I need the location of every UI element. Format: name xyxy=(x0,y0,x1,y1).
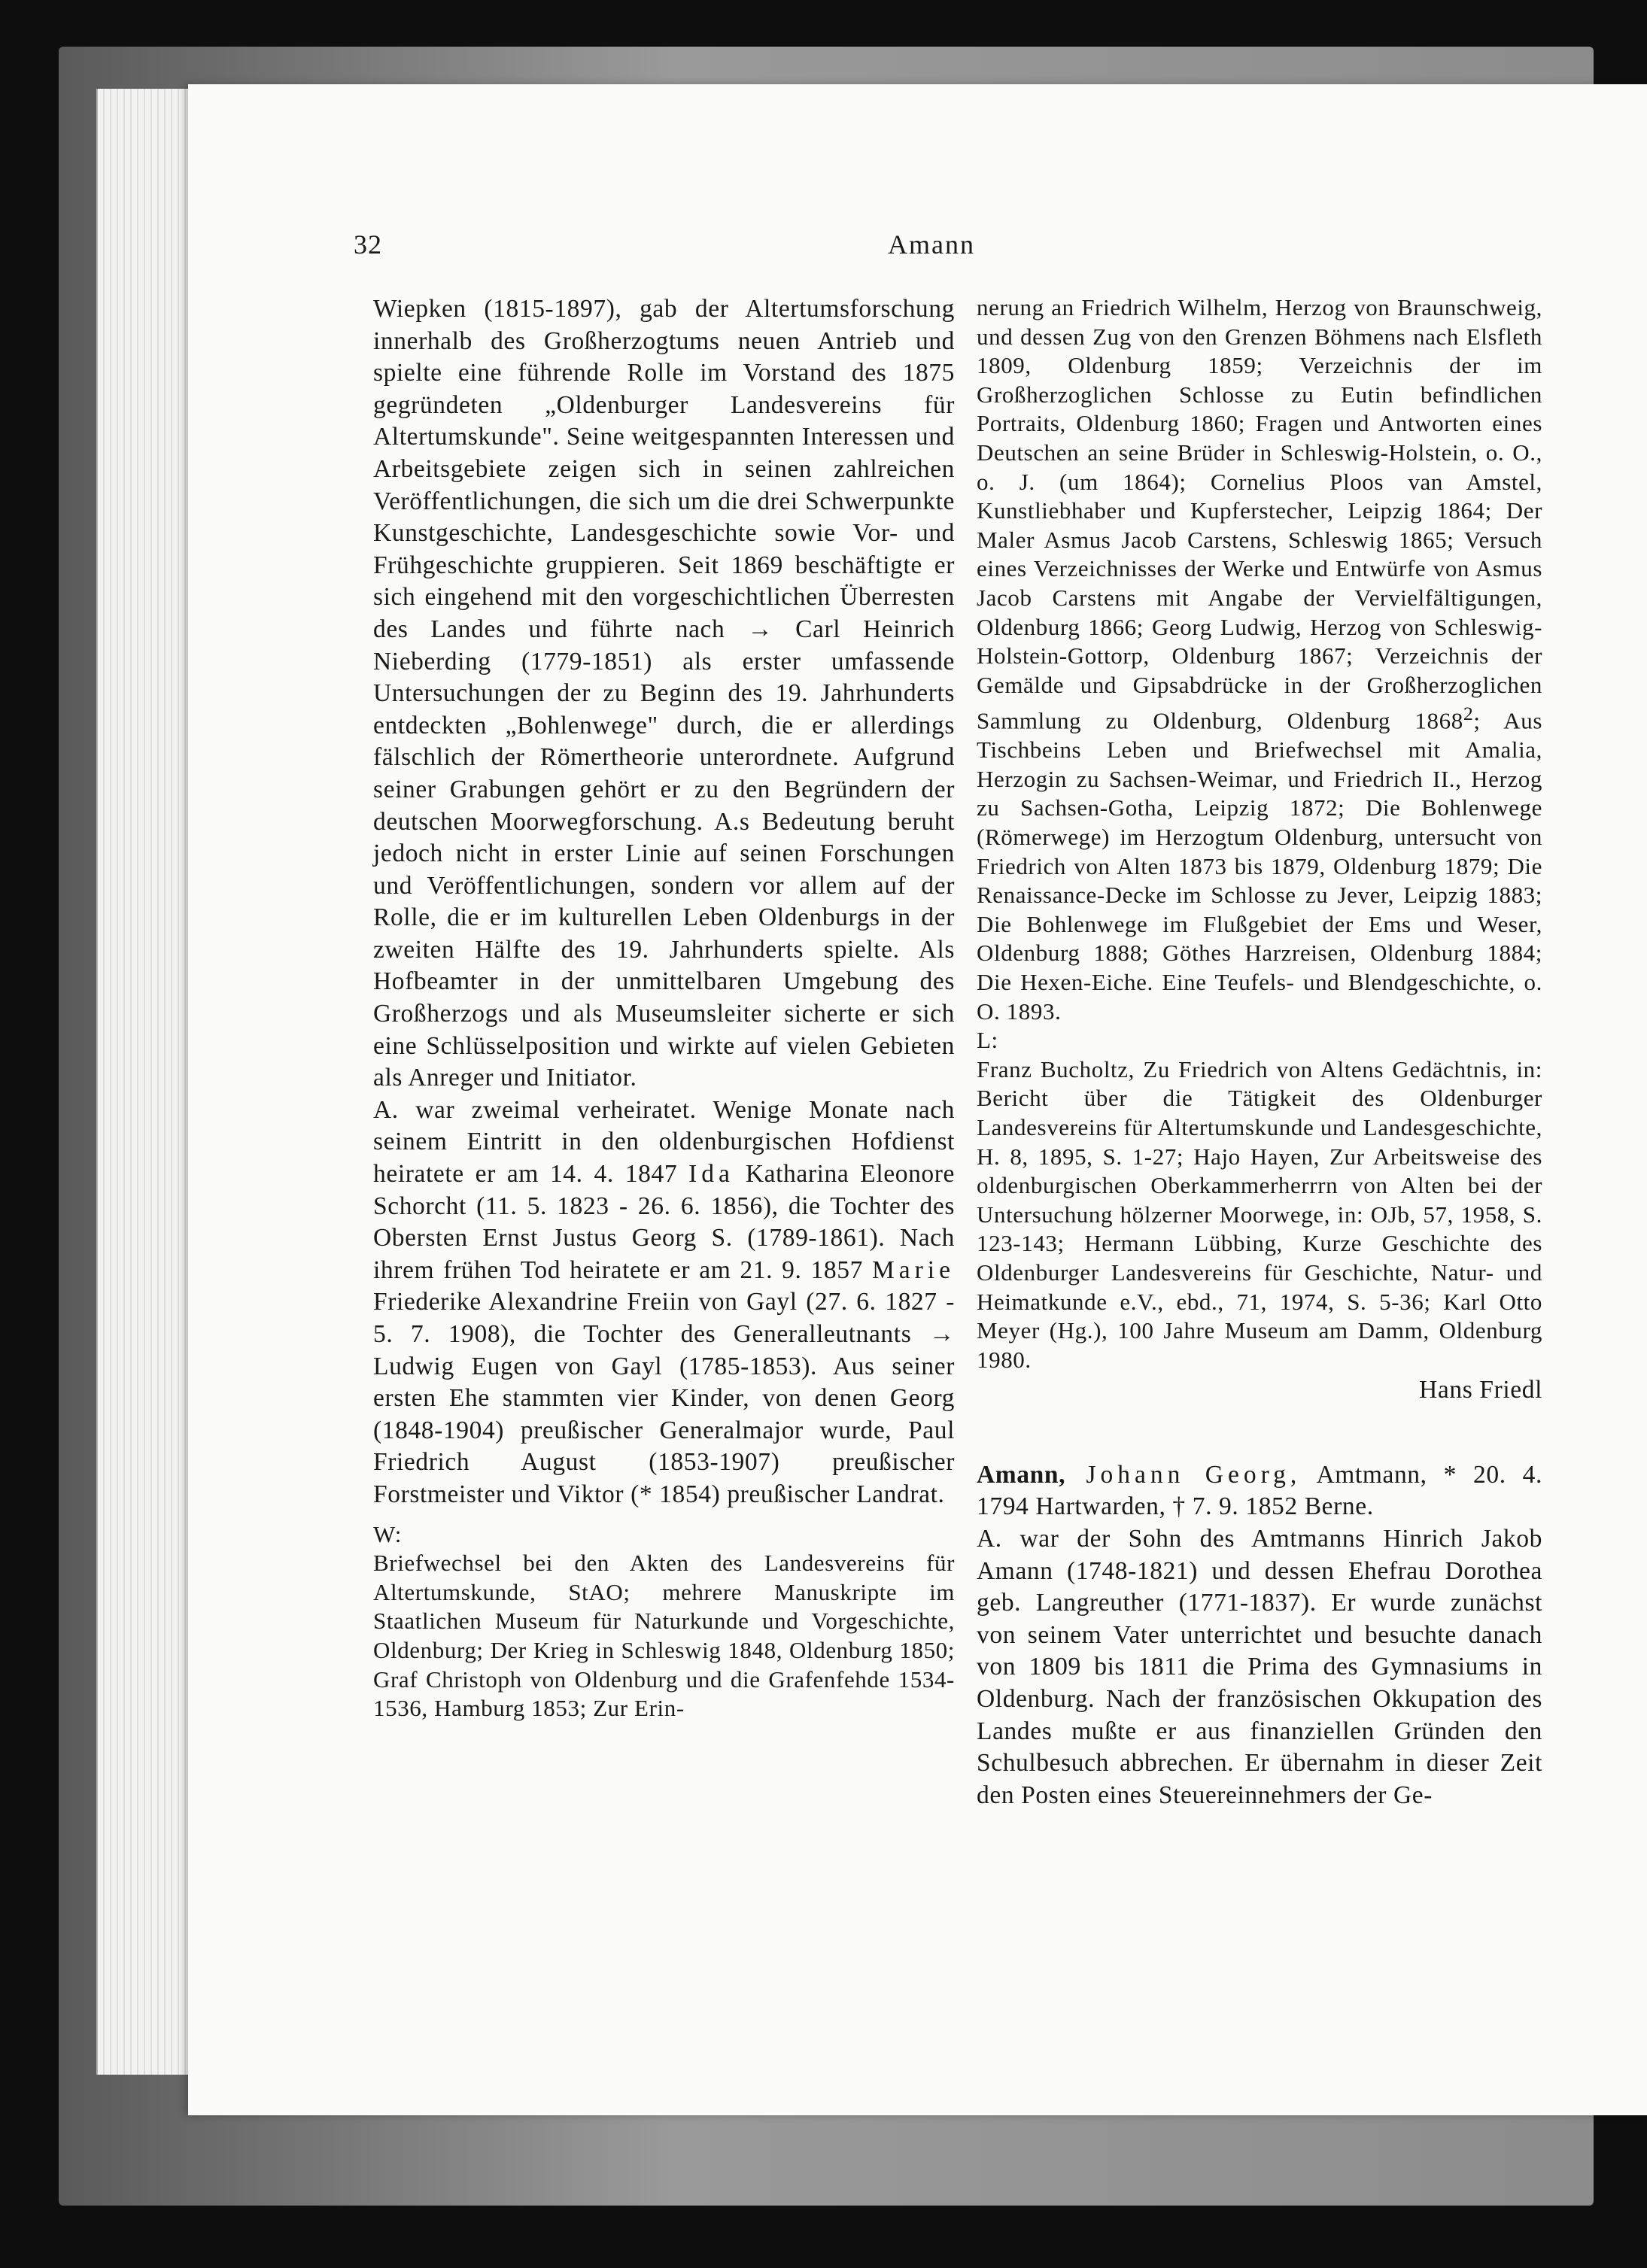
works-cont-post: ; Aus Tischbeins Leben und Briefwechsel mit Amalia, Herzogin zu Sachsen-Weimar, und Friedrich II., Herzog zu Sachsen-Gotha, Leipzig 1872; Die Bohlenwege (Römerwege) im Herzogtum Oldenburg, untersucht von Friedrich von Alten 1873 bis 1879, Oldenburg 1879; Die Renaissance-Decke im Schlosse zu Jever, Leipzig 1883; Die Bohlenwege im Flußgebiet der Ems und Weser, Oldenburg 1888; Göthes Harzreisen, Oldenburg 1884; Die Hexen-Eiche. Eine Teufels- und Blendgeschichte, o. O. 1893. xyxy=(977,707,1543,1025)
works-superscript: 2 xyxy=(1463,703,1474,725)
works-list: Briefwechsel bei den Akten des Landesvereins für Altertumskunde, StAO; mehrere Manuskripte im Staatlichen Museum für Naturkunde und Vorgeschichte, Oldenburg; Der Krieg in Schleswig 1848, Oldenburg 1850; Graf Christoph von Oldenburg und die Grafenfehde 1534-1536, Hamburg 1853; Zur Erin- xyxy=(373,1550,955,1722)
works-label: W: xyxy=(373,1520,402,1547)
page-edges xyxy=(96,89,196,2075)
works-list-continued xyxy=(977,293,1542,1026)
page-number: 32 xyxy=(354,229,382,260)
family-paragraph xyxy=(373,1095,955,1511)
left-column xyxy=(373,293,955,1723)
literature-list: Franz Bucholtz, Zu Friedrich von Altens Gedächtnis, in: Bericht über die Tätigkeit des Oldenburger Landesvereins für Altertumskunde und Landesgeschichte, H. 8, 1895, S. 1-27; Hajo Hayen, Zur Arbeitsweise des oldenburgischen Oberkammerherrrn von Alten bei der Untersuchung hölzerner Moorwege, in: OJb, 57, 1958, S. 123-143; Hermann Lübbing, Kurze Geschichte des Oldenburger Landesvereins für Geschichte, Natur- und Heimatkunde e.V., ebd., 71, 1974, S. 5-36; Karl Otto Meyer (Hg.), 100 Jahre Museum am Damm, Oldenburg 1980. xyxy=(977,1055,1542,1373)
family-text-post: Friederike Alexandrine Freiin von Gayl (27. 6. 1827 - 5. 7. 1908), die Tochter des Generalleutnants → Ludwig Eugen von Gayl (1785-1853). Aus seiner ersten Ehe stammten vier Kinder, von denen Georg (1848-1904) preußischer Generalmajor wurde, Paul Friedrich August (1853-1907) preußischer Forstmeister und Viktor (* 1854) preußischer Landrat. xyxy=(373,1288,955,1508)
wife1-name: Ida xyxy=(688,1160,734,1189)
running-head: Amann xyxy=(888,229,975,260)
entry-body: A. war der Sohn des Amtmanns Hinrich Jakob Amann (1748-1821) und dessen Ehefrau Dorothea geb. Langreuther (1771-1837). Er wurde zunächst von seinem Vater unterrichtet und besuchte danach von 1809 bis 1811 die Prima des Gymnasiums in Oldenburg. Nach der französischen Okkupation des Landes mußte er aus finanziellen Gründen den Schulbesuch abbrechen. Er übernahm in dieser Zeit den Posten eines Steuereinnehmers der Ge- xyxy=(977,1525,1542,1809)
wife2-name: Marie xyxy=(872,1255,955,1284)
entry-heading xyxy=(977,1459,1542,1523)
right-column xyxy=(977,293,1542,1811)
family-text-pre: A. war zweimal verheiratet. Wenige Monate nach seinem Eintritt in den oldenburgischen Hofdienst heiratete er am 14. 4. 1847 xyxy=(373,1095,955,1189)
literature-label: L: xyxy=(977,1027,998,1054)
entry-surname: Amann, xyxy=(977,1460,1066,1489)
biography-body: Wiepken (1815-1897), gab der Altertumsforschung innerhalb des Großherzogtums neuen Antrieb und spielte eine führende Rolle im Vorstand des 1875 gegründeten „Oldenburger Landesvereins für Altertumskunde". Seine weitgespannten Interessen und Arbeitsgebiete zeigen sich in seinen zahlreichen Veröffentlichungen, die sich um die drei Schwerpunkte Kunstgeschichte, Landesgeschichte sowie Vor- und Frühgeschichte gruppieren. Seit 1869 beschäftigte er sich eingehend mit den vorgeschichtlichen Überresten des Landes und führte nach → Carl Heinrich Nieberding (1779-1851) als erster umfassende Untersuchungen der zu Beginn des 19. Jahrhunderts entdeckten „Bohlenwege" durch, die er allerdings fälschlich der Römertheorie unterordnete. Aufgrund seiner Grabungen gehört er zu den Begründern der deutschen Moorwegforschung. A.s Bedeutung beruht jedoch nicht in erster Linie auf seinen Forschungen und Veröffentlichungen, sondern vor allem auf der Rolle, die er im kulturellen Leben Oldenburgs in der zweiten Hälfte des 19. Jahrhunderts spielte. Als Hofbeamter in der unmittelbaren Umgebung des Großherzogs und als Museumsleiter sicherte er sich eine Schlüsselposition und wirkte auf vielen Gebieten als Anreger und Initiator. xyxy=(373,295,955,1092)
family-text-mid: Katharina Eleonore Schorcht (11. 5. 1823 - 26. 6. 1856), die Tochter des Obersten Ernst Justus Georg S. (1789-1861). Nach ihrem frühen Tod heiratete er am 21. 9. 1857 xyxy=(373,1160,955,1284)
works-cont-pre: nerung an Friedrich Wilhelm, Herzog von Braunschweig, und dessen Zug von den Grenzen Böhmens nach Elsfleth 1809, Oldenburg 1859; Verzeichnis der im Großherzoglichen Schlosse zu Eutin befindlichen Portraits, Oldenburg 1860; Fragen und Antworten eines Deutschen an seine Brüder in Schleswig-Holstein, o. O., o. J. (um 1864); Cornelius Ploos van Amstel, Kunstliebhaber und Kupferstecher, Leipzig 1864; Der Maler Asmus Jacob Carstens, Schleswig 1865; Versuch eines Verzeichnisses der Werke und Entwürfe von Asmus Jacob Carstens mit Angabe der Vervielfältigungen, Oldenburg 1866; Georg Ludwig, Herzog von Schleswig-Holstein-Gottorp, Oldenburg 1867; Verzeichnis der Gemälde und Gipsabdrücke in der Großherzoglichen Sammlung zu Oldenburg, Oldenburg 1868 xyxy=(977,294,1542,734)
author-signature: Hans Friedl xyxy=(1419,1376,1542,1404)
entry-dates: Amtmann, * 20. 4. 1794 Hartwarden, † 7. 9. 1852 Berne. xyxy=(977,1460,1542,1521)
entry-given-names: Johann Georg, xyxy=(1065,1460,1302,1489)
